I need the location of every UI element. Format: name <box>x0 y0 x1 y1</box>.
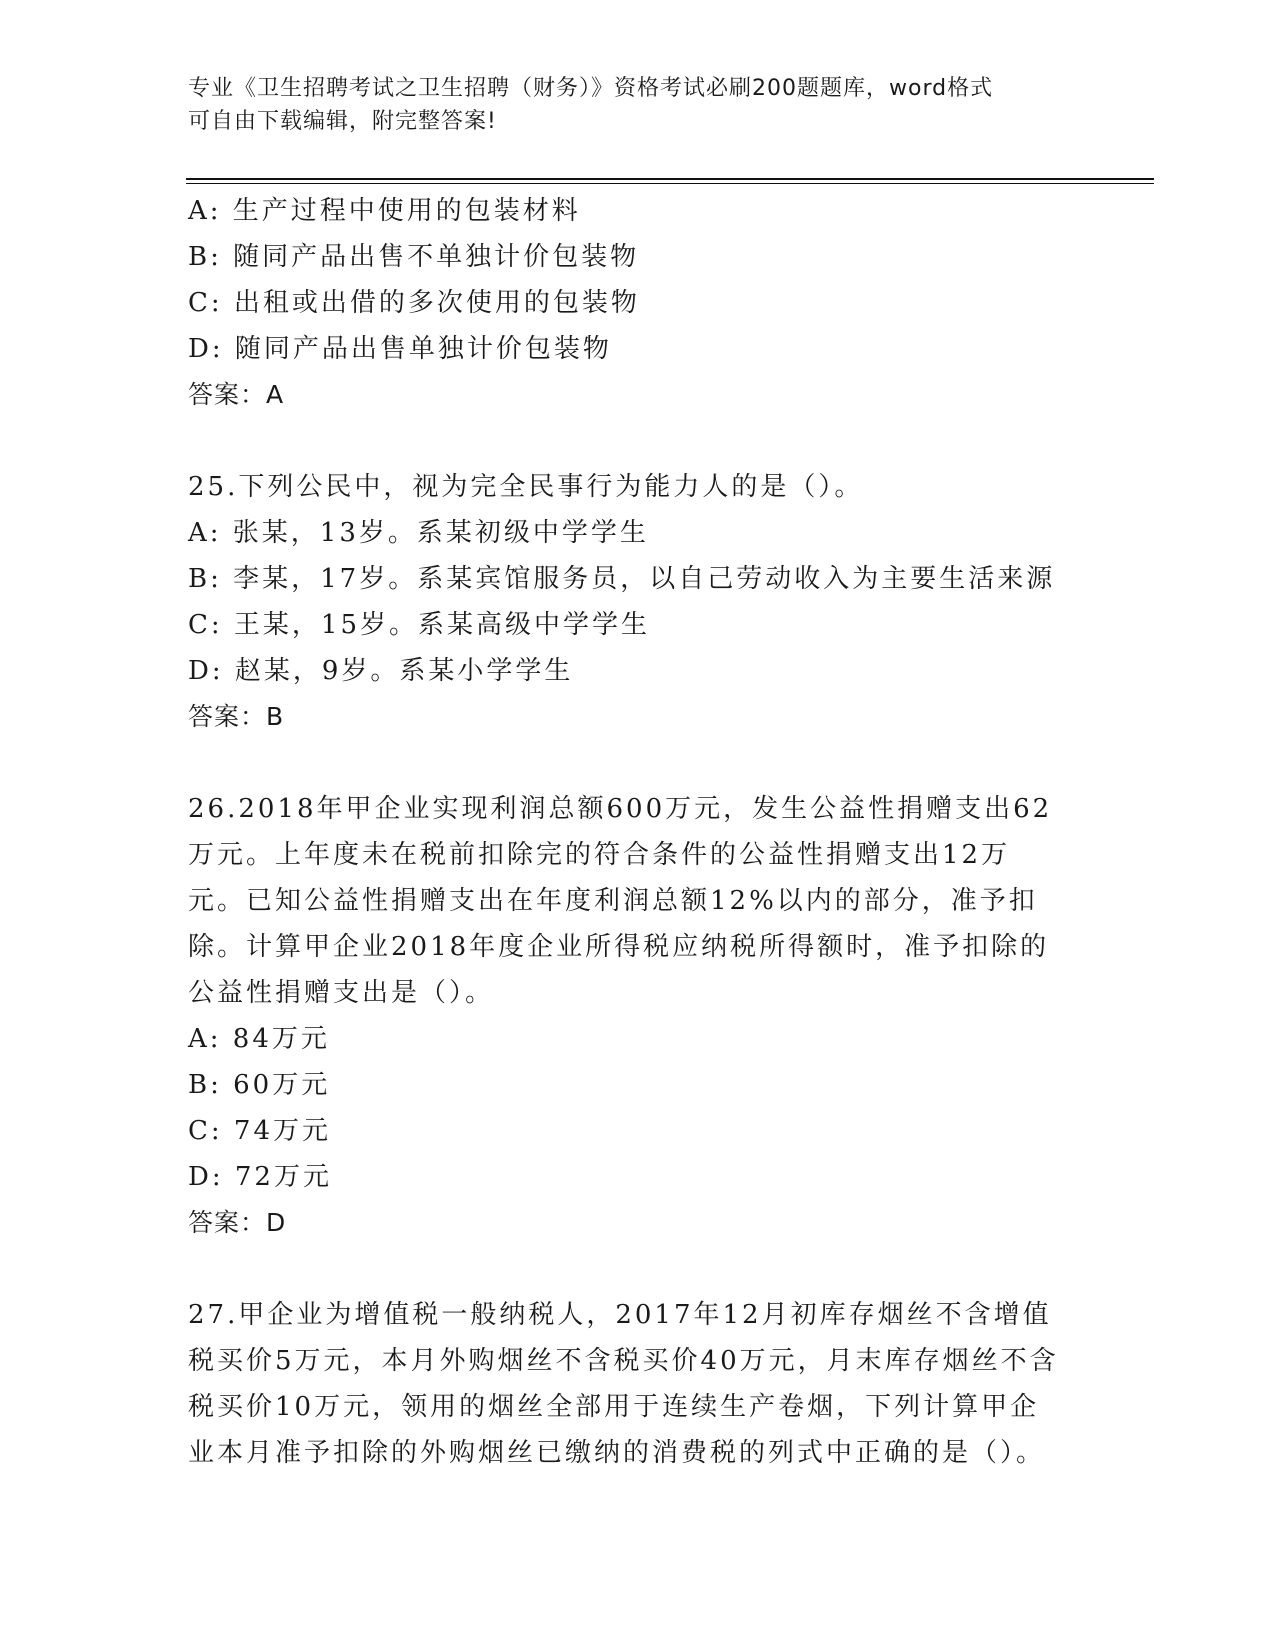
option-d: D: 72万元 <box>188 1162 332 1192</box>
question-stem: 27.甲企业为增值税一般纳税人，2017年12月初库存烟丝不含增值税买价5万元，本月外购烟丝不含税买价40万元，月末库存烟丝不含税买价10万元，领用的烟丝全部用于连续生产卷烟，下列计算甲企业本月准予扣除的外购烟丝已缴纳的消费税的列式中正确的是（）。 <box>188 1300 1059 1468</box>
header-divider-thick <box>186 178 1154 180</box>
option-a: A: 生产过程中使用的包装材料 <box>188 196 581 226</box>
option-a: A: 84万元 <box>188 1024 330 1054</box>
option-c: C: 出租或出借的多次使用的包装物 <box>188 288 640 318</box>
answer: 答案：D <box>188 1208 287 1237</box>
header-line-2: 可自由下载编辑，附完整答案! <box>188 109 497 134</box>
question-stem: 25.下列公民中，视为完全民事行为能力人的是（）。 <box>188 472 864 502</box>
option-b: B: 随同产品出售不单独计价包装物 <box>188 242 640 272</box>
document-header <box>188 72 1088 138</box>
option-d: D: 随同产品出售单独计价包装物 <box>188 334 612 364</box>
answer: 答案：B <box>188 702 285 731</box>
answer: 答案：A <box>188 380 285 409</box>
question-stem: 26.2018年甲企业实现利润总额600万元，发生公益性捐赠支出62万元。上年度未在税前扣除完的符合条件的公益性捐赠支出12万元。已知公益性捐赠支出在年度利润总额12%以内的部分，准予扣除。计算甲企业2018年度企业所得税应纳税所得额时，准予扣除的公益性捐赠支出是（）。 <box>188 794 1053 1008</box>
option-b: B: 60万元 <box>188 1070 331 1100</box>
option-d: D: 赵某，9岁。系某小学学生 <box>188 656 574 686</box>
header-divider-thin <box>186 183 1154 184</box>
option-c: C: 74万元 <box>188 1116 332 1146</box>
question-27 <box>188 1292 1088 1476</box>
question-25 <box>188 464 1088 740</box>
question-26 <box>188 786 1088 1246</box>
option-a: A: 张某，13岁。系某初级中学学生 <box>188 518 649 548</box>
option-c: C: 王某，15岁。系某高级中学学生 <box>188 610 651 640</box>
question-content <box>188 188 1088 1476</box>
option-b: B: 李某，17岁。系某宾馆服务员，以自己劳动收入为主要生活来源 <box>188 564 1056 594</box>
question-24 <box>188 188 1088 418</box>
header-line-1: 专业《卫生招聘考试之卫生招聘（财务）》资格考试必刷200题题库，word格式 <box>188 76 994 101</box>
